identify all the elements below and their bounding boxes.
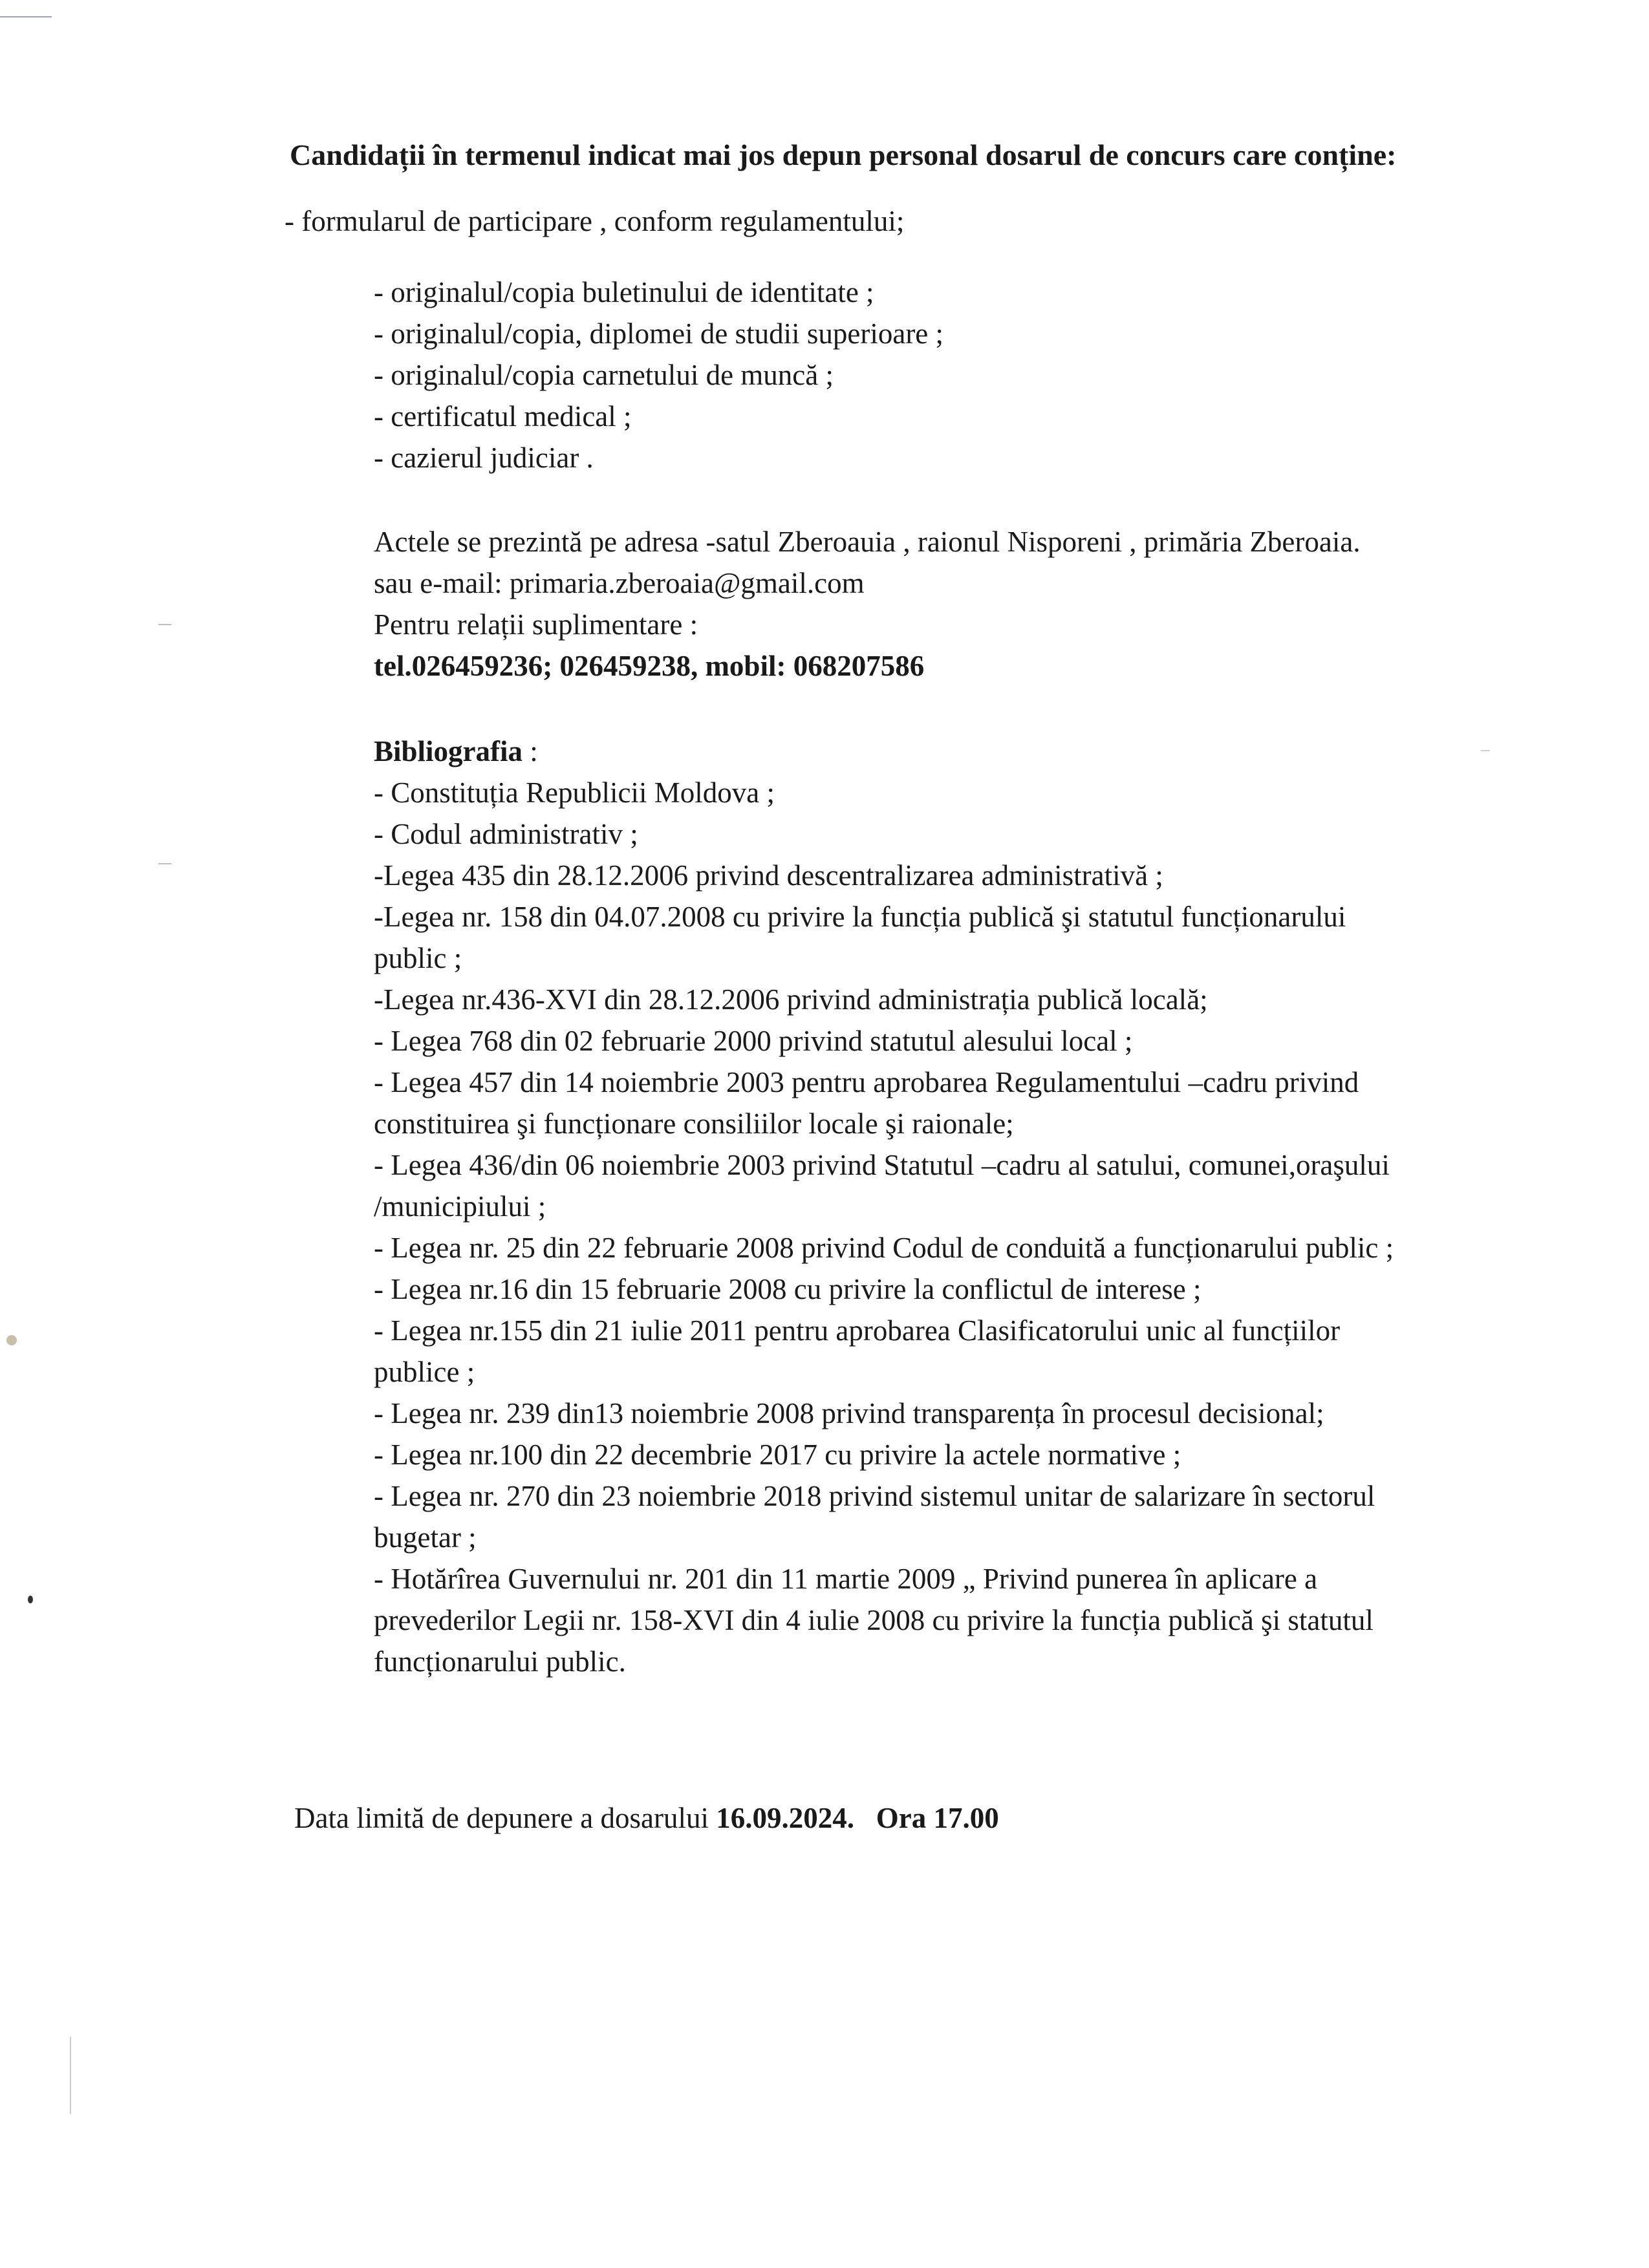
list-item: - Hotărîrea Guvernului nr. 201 din 11 martie 2009 „ Privind punerea în aplicare a: [374, 1563, 1318, 1595]
scan-tick: [1481, 750, 1490, 751]
list-item: - Legea nr.16 din 15 februarie 2008 cu privire la conflictul de interese ;: [374, 1273, 1202, 1305]
list-item: prevederilor Legii nr. 158-XVI din 4 iulie 2008 cu privire la funcția publică şi statutul: [374, 1604, 1374, 1636]
list-item: - cazierul judiciar .: [374, 442, 594, 474]
list-item: -Legea nr.436-XVI din 28.12.2006 privind administrația publică locală;: [374, 983, 1208, 1016]
list-item: - Legea 457 din 14 noiembrie 2003 pentru aprobarea Regulamentului –cadru privind: [374, 1066, 1359, 1098]
bibliography-title-line: [374, 731, 1394, 772]
bibliography-list: [374, 731, 1394, 1682]
list-item: public ;: [374, 942, 462, 974]
deadline-time: Ora 17.00: [876, 1802, 999, 1834]
contact-block: [374, 521, 1361, 687]
list-item: funcționarului public.: [374, 1645, 626, 1678]
list-item: - Legea 436/din 06 noiembrie 2003 privind Statutul –cadru al satului, comunei,oraşului: [374, 1149, 1390, 1181]
list-item: constituirea şi funcționare consiliilor locale şi raionale;: [374, 1107, 1014, 1140]
bibliography-title-suffix: :: [523, 735, 538, 767]
list-item: /municipiului ;: [374, 1190, 546, 1223]
deadline-date: 16.09.2024.: [716, 1802, 855, 1834]
list-item: - Legea nr. 239 din13 noiembrie 2008 privind transparența în procesul decisional;: [374, 1397, 1324, 1429]
list-item: -Legea 435 din 28.12.2006 privind descentralizarea administrativă ;: [374, 859, 1163, 892]
list-item: - originalul/copia, diplomei de studii superioare ;: [374, 317, 944, 350]
list-item: - Legea nr.155 din 21 iulie 2011 pentru aprobarea Clasificatorului unic al funcțiilor: [374, 1314, 1341, 1347]
deadline-line: [294, 1797, 999, 1839]
document-heading: Candidații în termenul indicat mai jos depun personal dosarul de concurs care conține:: [290, 138, 1397, 171]
list-item: - Legea nr.100 din 22 decembrie 2017 cu privire la actele normative ;: [374, 1439, 1181, 1471]
list-item: - Constituția Republicii Moldova ;: [374, 776, 775, 809]
list-item: - originalul/copia carnetului de muncă ;: [374, 359, 834, 391]
list-item: - Legea 768 din 02 februarie 2000 privind statutul alesului local ;: [374, 1025, 1133, 1057]
list-item: - Legea nr. 270 din 23 noiembrie 2018 privind sistemul unitar de salarizare în sectorul: [374, 1480, 1375, 1512]
list-item: - certificatul medical ;: [374, 400, 632, 433]
email-line: sau e-mail: primaria.zberoaia@gmail.com: [374, 567, 865, 599]
list-item: bugetar ;: [374, 1521, 477, 1554]
deadline-label: Data limită de depunere a dosarului: [294, 1802, 717, 1834]
scan-speck: [28, 1596, 33, 1603]
required-documents-list: [374, 272, 943, 478]
phones-line: tel.026459236; 026459238, mobil: 068207586: [374, 650, 925, 682]
scan-tick: [158, 624, 171, 625]
scan-top-rule: [0, 16, 52, 17]
list-item: - Codul administrativ ;: [374, 818, 638, 850]
list-item: -Legea nr. 158 din 04.07.2008 cu privire la funcția publică şi statutul funcționarului: [374, 901, 1346, 933]
address-line: Actele se prezintă pe adresa -satul Zberoauia , raionul Nisporeni , primăria Zberoaia.: [374, 526, 1361, 558]
scan-speck: [6, 1335, 17, 1345]
list-item: publice ;: [374, 1356, 475, 1388]
relations-line: Pentru relații suplimentare :: [374, 608, 698, 641]
scan-edge-line: [70, 2037, 71, 2114]
bibliography-title: Bibliografia: [374, 735, 523, 767]
list-item: - originalul/copia buletinului de identitate ;: [374, 276, 874, 308]
intro-line: - formularul de participare , conform regulamentului;: [285, 205, 905, 237]
scan-tick: [158, 863, 171, 864]
list-item: - Legea nr. 25 din 22 februarie 2008 privind Codul de conduită a funcționarului public ;: [374, 1232, 1394, 1264]
